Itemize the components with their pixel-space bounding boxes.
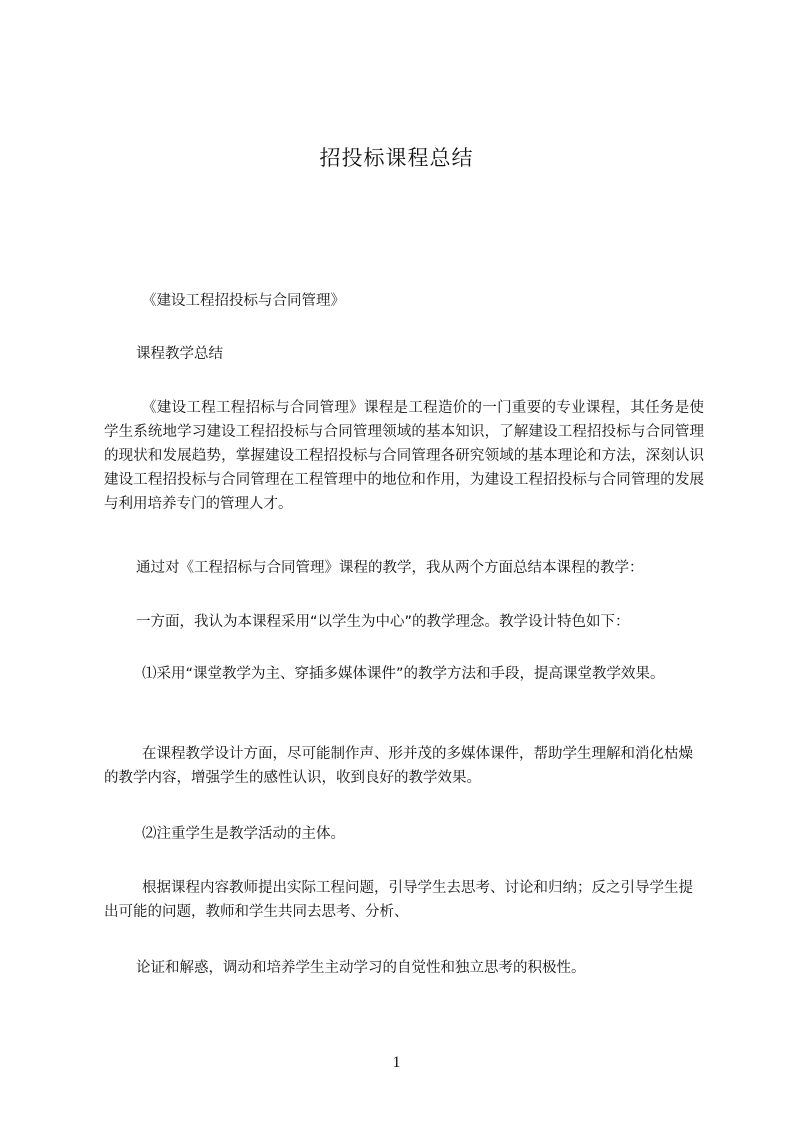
teaching-philosophy-paragraph: 一方面，我认为本课程采用“以学生为中心”的教学理念。教学设计特色如下： <box>136 614 630 630</box>
course-description-paragraph: 《建设工程工程招标与合同管理》课程是工程造价的一门重要的专业课程，其任务是使学生系统地学习建设工程招投标与合同管理领域的基本知识，了解建设工程招投标与合同管理的现状和发展趋势，掌握建设工程招投标与合同管理各研究领域的基本理论和方法，深刻认识建设工程招投标与合同管理在工程管理中的地位和作用，为建设工程招投标与合同管理的发展与利用培养专门的管理人才。 <box>104 400 704 512</box>
page-number: 1 <box>392 1054 401 1071</box>
summary-intro-paragraph: 通过对《工程招标与合同管理》课程的教学，我从两个方面总结本课程的教学： <box>136 560 644 576</box>
point-two-paragraph: ⑵注重学生是教学活动的主体。 <box>142 826 345 842</box>
summary-heading-paragraph: 课程教学总结 <box>136 346 223 362</box>
guided-thinking-paragraph: 根据课程内容教师提出实际工程问题，引导学生去思考、讨论和归纳；反之引导学生提出可能的问题，教师和学生共同去思考、分析、 <box>104 880 693 920</box>
document-title: 招投标课程总结 <box>319 146 474 170</box>
multimedia-paragraph: 在课程教学设计方面，尽可能制作声、形并茂的多媒体课件，帮助学生理解和消化枯燥的教学内容，增强学生的感性认识，收到良好的教学效果。 <box>104 746 693 786</box>
conclusion-paragraph: 论证和解惑，调动和培养学生主动学习的自觉性和独立思考的积极性。 <box>136 960 586 976</box>
course-name-paragraph: 《建设工程招投标与合同管理》 <box>142 293 345 309</box>
point-one-paragraph: ⑴采用“课堂教学为主、穿插多媒体课件”的教学方法和手段，提高课堂教学效果。 <box>142 666 665 682</box>
